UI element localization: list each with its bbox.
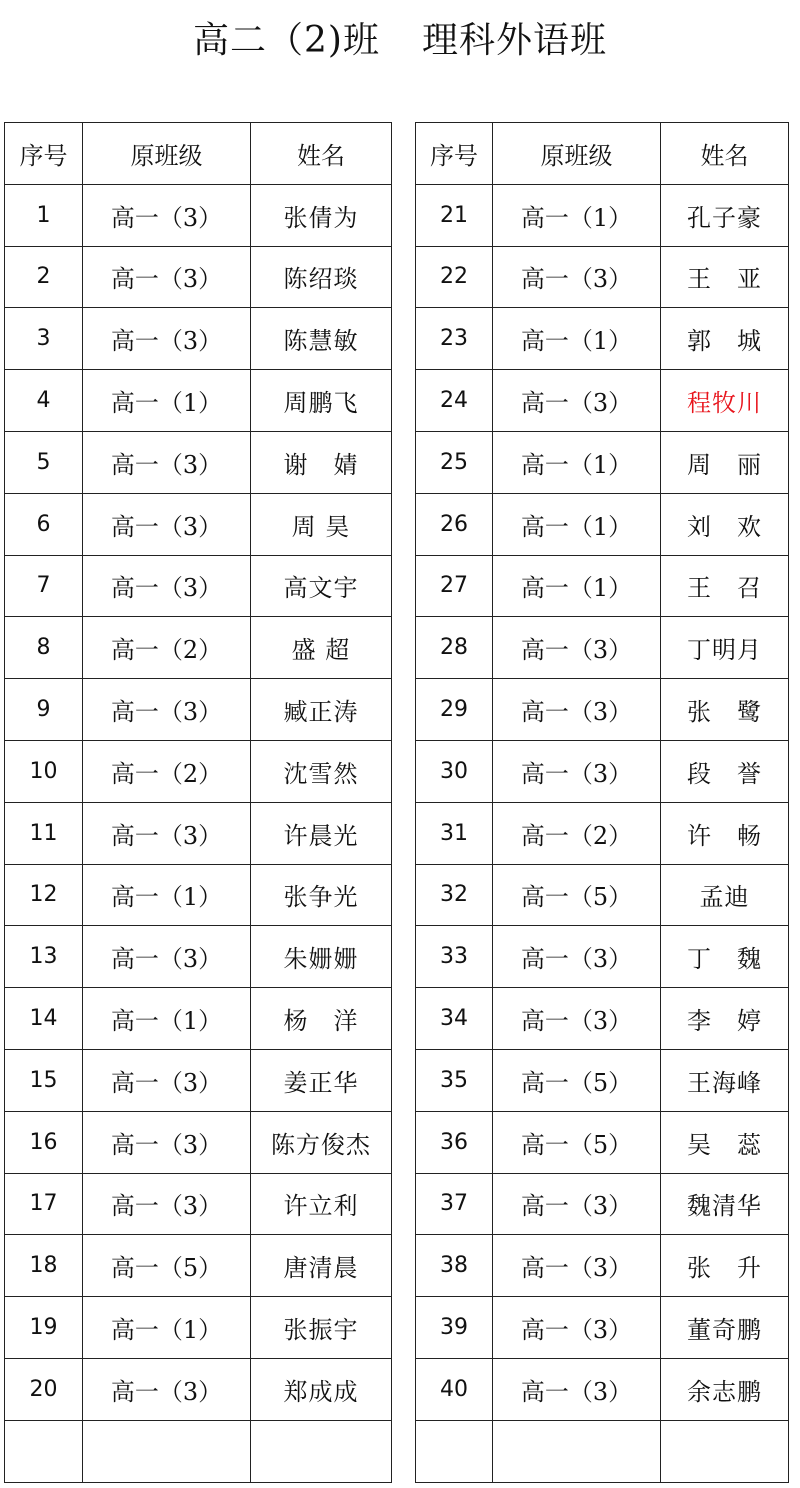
student-name-cell: 张振宇 — [251, 1297, 392, 1359]
student-name-cell: 姜正华 — [251, 1049, 392, 1111]
student-name-cell: 朱姗姗 — [251, 926, 392, 988]
serial-number-cell: 36 — [416, 1111, 493, 1173]
student-name-cell: 董奇鹏 — [661, 1297, 789, 1359]
table-row — [416, 1358, 789, 1420]
original-class-cell: 高一（3） — [493, 988, 661, 1050]
table-row — [5, 555, 392, 617]
table-header-row — [416, 123, 789, 185]
original-class-cell: 高一（3） — [493, 1358, 661, 1420]
serial-number-cell: 31 — [416, 802, 493, 864]
original-class-cell: 高一（1） — [493, 184, 661, 246]
student-name-cell — [661, 1420, 789, 1482]
student-name-cell: 陈绍琰 — [251, 246, 392, 308]
serial-number-cell: 18 — [5, 1235, 83, 1297]
serial-number-cell: 14 — [5, 988, 83, 1050]
original-class-cell — [83, 1420, 251, 1482]
roster-table-left — [4, 122, 392, 1483]
student-name-cell: 周 昊 — [251, 493, 392, 555]
table-row — [416, 1049, 789, 1111]
serial-number-cell: 21 — [416, 184, 493, 246]
student-name-cell: 王 亚 — [661, 246, 789, 308]
student-name-cell: 许 畅 — [661, 802, 789, 864]
serial-number-cell: 13 — [5, 926, 83, 988]
serial-number-cell: 23 — [416, 308, 493, 370]
student-name-cell: 盛 超 — [251, 617, 392, 679]
student-name-cell: 刘 欢 — [661, 493, 789, 555]
student-name-cell: 周鹏飞 — [251, 370, 392, 432]
table-row — [5, 370, 392, 432]
student-name-cell: 陈方俊杰 — [251, 1111, 392, 1173]
serial-number-cell: 35 — [416, 1049, 493, 1111]
table-row — [5, 1358, 392, 1420]
original-class-cell: 高一（3） — [83, 555, 251, 617]
student-name-cell: 丁 魏 — [661, 926, 789, 988]
page-title — [0, 14, 800, 68]
table-row — [5, 184, 392, 246]
table-row — [5, 1420, 392, 1482]
table-row — [416, 740, 789, 802]
student-name-cell: 张争光 — [251, 864, 392, 926]
original-class-cell: 高一（3） — [83, 493, 251, 555]
serial-number-cell: 17 — [5, 1173, 83, 1235]
student-name-cell: 郭 城 — [661, 308, 789, 370]
table-row — [416, 802, 789, 864]
student-name-cell: 程牧川 — [661, 370, 789, 432]
table-row — [5, 926, 392, 988]
student-name-cell: 张 升 — [661, 1235, 789, 1297]
serial-number-cell: 40 — [416, 1358, 493, 1420]
student-name-cell: 臧正涛 — [251, 679, 392, 741]
original-class-cell: 高一（3） — [493, 1297, 661, 1359]
table-row — [5, 1049, 392, 1111]
serial-number-cell: 19 — [5, 1297, 83, 1359]
original-class-cell: 高一（3） — [83, 184, 251, 246]
serial-number-cell: 15 — [5, 1049, 83, 1111]
student-name-cell: 张倩为 — [251, 184, 392, 246]
serial-number-cell: 39 — [416, 1297, 493, 1359]
header-name: 姓名 — [661, 123, 789, 185]
table-row — [416, 988, 789, 1050]
table-row — [416, 370, 789, 432]
student-name-cell: 周 丽 — [661, 431, 789, 493]
original-class-cell: 高一（3） — [83, 1173, 251, 1235]
student-name-cell — [251, 1420, 392, 1482]
table-row — [416, 926, 789, 988]
serial-number-cell: 4 — [5, 370, 83, 432]
original-class-cell: 高一（5） — [493, 1049, 661, 1111]
original-class-cell: 高一（1） — [83, 864, 251, 926]
original-class-cell: 高一（1） — [493, 555, 661, 617]
serial-number-cell: 5 — [5, 431, 83, 493]
original-class-cell: 高一（3） — [83, 926, 251, 988]
student-name-cell: 吴 蕊 — [661, 1111, 789, 1173]
original-class-cell: 高一（1） — [493, 493, 661, 555]
table-row — [416, 1235, 789, 1297]
original-class-cell: 高一（1） — [83, 1297, 251, 1359]
original-class-cell: 高一（2） — [83, 740, 251, 802]
student-name-cell: 张 鹭 — [661, 679, 789, 741]
original-class-cell: 高一（3） — [83, 1111, 251, 1173]
table-row — [416, 617, 789, 679]
serial-number-cell: 34 — [416, 988, 493, 1050]
original-class-cell: 高一（2） — [493, 802, 661, 864]
serial-number-cell — [5, 1420, 83, 1482]
student-name-cell: 段 誉 — [661, 740, 789, 802]
original-class-cell: 高一（3） — [493, 1235, 661, 1297]
serial-number-cell: 32 — [416, 864, 493, 926]
original-class-cell: 高一（3） — [493, 926, 661, 988]
table-row — [5, 864, 392, 926]
original-class-cell: 高一（5） — [493, 864, 661, 926]
original-class-cell: 高一（3） — [83, 679, 251, 741]
student-name-cell: 孔子豪 — [661, 184, 789, 246]
table-row — [5, 1297, 392, 1359]
table-row — [416, 1297, 789, 1359]
student-name-cell: 陈慧敏 — [251, 308, 392, 370]
original-class-cell: 高一（1） — [83, 370, 251, 432]
original-class-cell: 高一（3） — [493, 1173, 661, 1235]
original-class-cell: 高一（3） — [493, 370, 661, 432]
serial-number-cell: 29 — [416, 679, 493, 741]
student-name-cell: 王 召 — [661, 555, 789, 617]
table-row — [5, 431, 392, 493]
table-row — [5, 1111, 392, 1173]
serial-number-cell: 3 — [5, 308, 83, 370]
student-name-cell: 郑成成 — [251, 1358, 392, 1420]
serial-number-cell: 37 — [416, 1173, 493, 1235]
serial-number-cell: 26 — [416, 493, 493, 555]
title-track-name: 理科外语班 — [421, 20, 607, 61]
serial-number-cell: 6 — [5, 493, 83, 555]
original-class-cell: 高一（3） — [83, 431, 251, 493]
student-name-cell: 孟迪 — [661, 864, 789, 926]
original-class-cell: 高一（3） — [493, 679, 661, 741]
header-name: 姓名 — [251, 123, 392, 185]
header-serial-number: 序号 — [416, 123, 493, 185]
original-class-cell: 高一（3） — [83, 246, 251, 308]
roster-table-right — [415, 122, 789, 1483]
table-row — [5, 802, 392, 864]
original-class-cell: 高一（3） — [83, 802, 251, 864]
serial-number-cell: 25 — [416, 431, 493, 493]
original-class-cell: 高一（3） — [493, 617, 661, 679]
student-name-cell: 李 婷 — [661, 988, 789, 1050]
serial-number-cell: 24 — [416, 370, 493, 432]
serial-number-cell: 11 — [5, 802, 83, 864]
student-name-cell: 许晨光 — [251, 802, 392, 864]
serial-number-cell: 12 — [5, 864, 83, 926]
serial-number-cell: 28 — [416, 617, 493, 679]
table-row — [416, 555, 789, 617]
original-class-cell: 高一（3） — [83, 308, 251, 370]
header-original-class: 原班级 — [83, 123, 251, 185]
original-class-cell: 高一（2） — [83, 617, 251, 679]
table-row — [416, 1420, 789, 1482]
title-class-name: 高二（2)班 — [193, 20, 380, 61]
header-serial-number: 序号 — [5, 123, 83, 185]
student-name-cell: 丁明月 — [661, 617, 789, 679]
table-row — [416, 1173, 789, 1235]
serial-number-cell: 10 — [5, 740, 83, 802]
serial-number-cell: 16 — [5, 1111, 83, 1173]
original-class-cell: 高一（3） — [493, 246, 661, 308]
student-name-cell: 许立利 — [251, 1173, 392, 1235]
student-name-cell: 唐清晨 — [251, 1235, 392, 1297]
student-name-cell: 高文宇 — [251, 555, 392, 617]
table-row — [5, 617, 392, 679]
table-row — [416, 864, 789, 926]
serial-number-cell: 20 — [5, 1358, 83, 1420]
serial-number-cell: 2 — [5, 246, 83, 308]
table-row — [416, 431, 789, 493]
student-name-cell: 余志鹏 — [661, 1358, 789, 1420]
student-name-cell: 谢 婧 — [251, 431, 392, 493]
table-row — [416, 493, 789, 555]
serial-number-cell: 38 — [416, 1235, 493, 1297]
table-header-row — [5, 123, 392, 185]
original-class-cell: 高一（3） — [83, 1049, 251, 1111]
table-row — [5, 679, 392, 741]
student-name-cell: 王海峰 — [661, 1049, 789, 1111]
original-class-cell: 高一（5） — [493, 1111, 661, 1173]
original-class-cell: 高一（3） — [83, 1358, 251, 1420]
table-row — [5, 493, 392, 555]
table-row — [5, 1235, 392, 1297]
original-class-cell: 高一（1） — [493, 308, 661, 370]
header-original-class: 原班级 — [493, 123, 661, 185]
table-row — [416, 184, 789, 246]
table-row — [5, 740, 392, 802]
serial-number-cell: 30 — [416, 740, 493, 802]
serial-number-cell: 27 — [416, 555, 493, 617]
student-name-cell: 沈雪然 — [251, 740, 392, 802]
student-name-cell: 杨 洋 — [251, 988, 392, 1050]
original-class-cell: 高一（5） — [83, 1235, 251, 1297]
table-row — [416, 1111, 789, 1173]
table-row — [5, 246, 392, 308]
original-class-cell — [493, 1420, 661, 1482]
original-class-cell: 高一（1） — [493, 431, 661, 493]
serial-number-cell: 7 — [5, 555, 83, 617]
table-row — [5, 988, 392, 1050]
serial-number-cell: 9 — [5, 679, 83, 741]
original-class-cell: 高一（3） — [493, 740, 661, 802]
serial-number-cell: 33 — [416, 926, 493, 988]
serial-number-cell — [416, 1420, 493, 1482]
table-row — [416, 246, 789, 308]
table-row — [416, 679, 789, 741]
table-row — [416, 308, 789, 370]
table-row — [5, 308, 392, 370]
student-name-cell: 魏清华 — [661, 1173, 789, 1235]
serial-number-cell: 22 — [416, 246, 493, 308]
table-row — [5, 1173, 392, 1235]
serial-number-cell: 1 — [5, 184, 83, 246]
original-class-cell: 高一（1） — [83, 988, 251, 1050]
serial-number-cell: 8 — [5, 617, 83, 679]
